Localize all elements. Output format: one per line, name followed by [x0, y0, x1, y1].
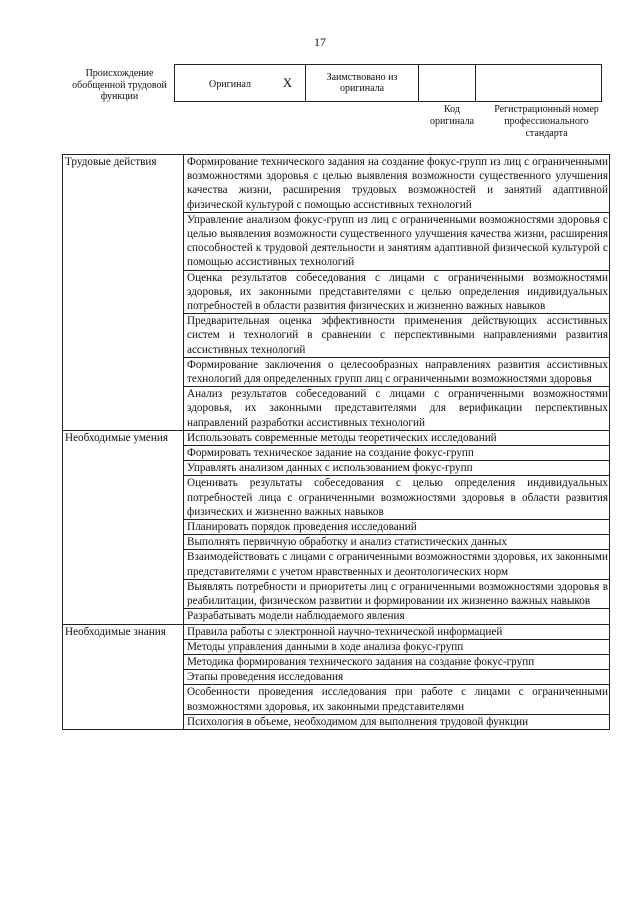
- required-knowledge-item: Этапы проведения исследования: [184, 670, 610, 685]
- required-knowledge-label: Необходимые знания: [63, 624, 184, 729]
- table-row: [63, 624, 610, 639]
- original-label: Оригинал: [209, 79, 251, 90]
- required-skills-item: Взаимодействовать с лицами с ограниченными возможностями здоровья, их законными представителями с учетом нравственных и деонтологических норм: [184, 550, 610, 579]
- origin-label: Происхождение обобщенной трудовой функции: [72, 68, 167, 102]
- labor-actions-item: Анализ результатов собеседований с лицами с ограниченными возможностями здоровья, их законными представителями для верификации перспективных направлений разработки ассистивных технологий: [184, 387, 610, 431]
- required-skills-item: Выявлять потребности и приоритеты лиц с ограниченными возможностями здоровья в реабилитации, физическом развитии и формировании их жизненно важных навыков: [184, 579, 610, 608]
- required-knowledge-item: Методика формирования технического задания на создание фокус-групп: [184, 654, 610, 669]
- origin-table: [174, 64, 602, 102]
- labor-actions-item: Предварительная оценка эффективности применения действующих ассистивных систем и технологий в сравнении с перспективными направлениями развития ассистивных технологий: [184, 314, 610, 358]
- labor-actions-item: Управление анализом фокус-групп из лиц с ограниченными возможностями здоровья с целью выявления возможности существенного улучшения качества жизни, расширения способностей к трудовой деятельности и занятиям адаптивной физической культурой с помощью ассистивных технологий: [184, 212, 610, 270]
- page-number: 17: [314, 35, 326, 49]
- required-skills-item: Оценивать результаты собеседования с целью определения индивидуальных потребностей лица с ограниченными возможностями здоровья в области развития физических и жизненно важных навыков: [184, 476, 610, 520]
- required-knowledge-item: Методы управления данными в ходе анализа фокус-групп: [184, 639, 610, 654]
- labor-actions-item: Оценка результатов собеседования с лицами с ограниченными возможностями здоровья, их законными представителями с целью определения индивидуальных потребностей в области развития физических и жизненно важных навыков: [184, 270, 610, 314]
- borrowed-cell: Заимствовано из оригинала: [306, 65, 419, 102]
- required-knowledge-item: Особенности проведения исследования при работе с лицами с ограниченными возможностями здоровья, их законными представителями: [184, 685, 610, 714]
- code-label: Код оригинала: [429, 104, 475, 127]
- table-row: [63, 155, 610, 213]
- function-table: [62, 154, 610, 730]
- required-skills-label: Необходимые умения: [63, 430, 184, 624]
- required-knowledge-item: Правила работы с электронной научно-технической информацией: [184, 624, 610, 639]
- code-cell: [419, 65, 476, 102]
- required-skills-item: Выполнять первичную обработку и анализ статистических данных: [184, 535, 610, 550]
- labor-actions-item: Формирование заключения о целесообразных направлениях развития ассистивных технологий для определенных групп лиц с ограниченными возможностями здоровья: [184, 357, 610, 386]
- required-skills-item: Планировать порядок проведения исследований: [184, 520, 610, 535]
- original-mark: X: [282, 75, 293, 90]
- required-skills-item: Управлять анализом данных с использованием фокус-групп: [184, 461, 610, 476]
- table-row: [63, 430, 610, 445]
- reg-number-cell: [476, 65, 602, 102]
- required-skills-item: Использовать современные методы теоретических исследований: [184, 430, 610, 445]
- required-skills-item: Формировать техническое задание на создание фокус-групп: [184, 446, 610, 461]
- original-cell: [175, 65, 306, 102]
- labor-actions-label: Трудовые действия: [63, 155, 184, 431]
- labor-actions-item: Формирование технического задания на создание фокус-групп из лиц с ограниченными возможностями здоровья с целью выявления возможности существенного улучшения качества жизни, расширения трудовых возможностей и занятий адаптивной физической культурой с помощью ассистивных технологий: [184, 155, 610, 213]
- required-skills-item: Разрабатывать модели наблюдаемого явления: [184, 609, 610, 624]
- reg-number-label: Регистрационный номер профессионального стандарта: [494, 104, 599, 139]
- required-knowledge-item: Психология в объеме, необходимом для выполнения трудовой функции: [184, 714, 610, 729]
